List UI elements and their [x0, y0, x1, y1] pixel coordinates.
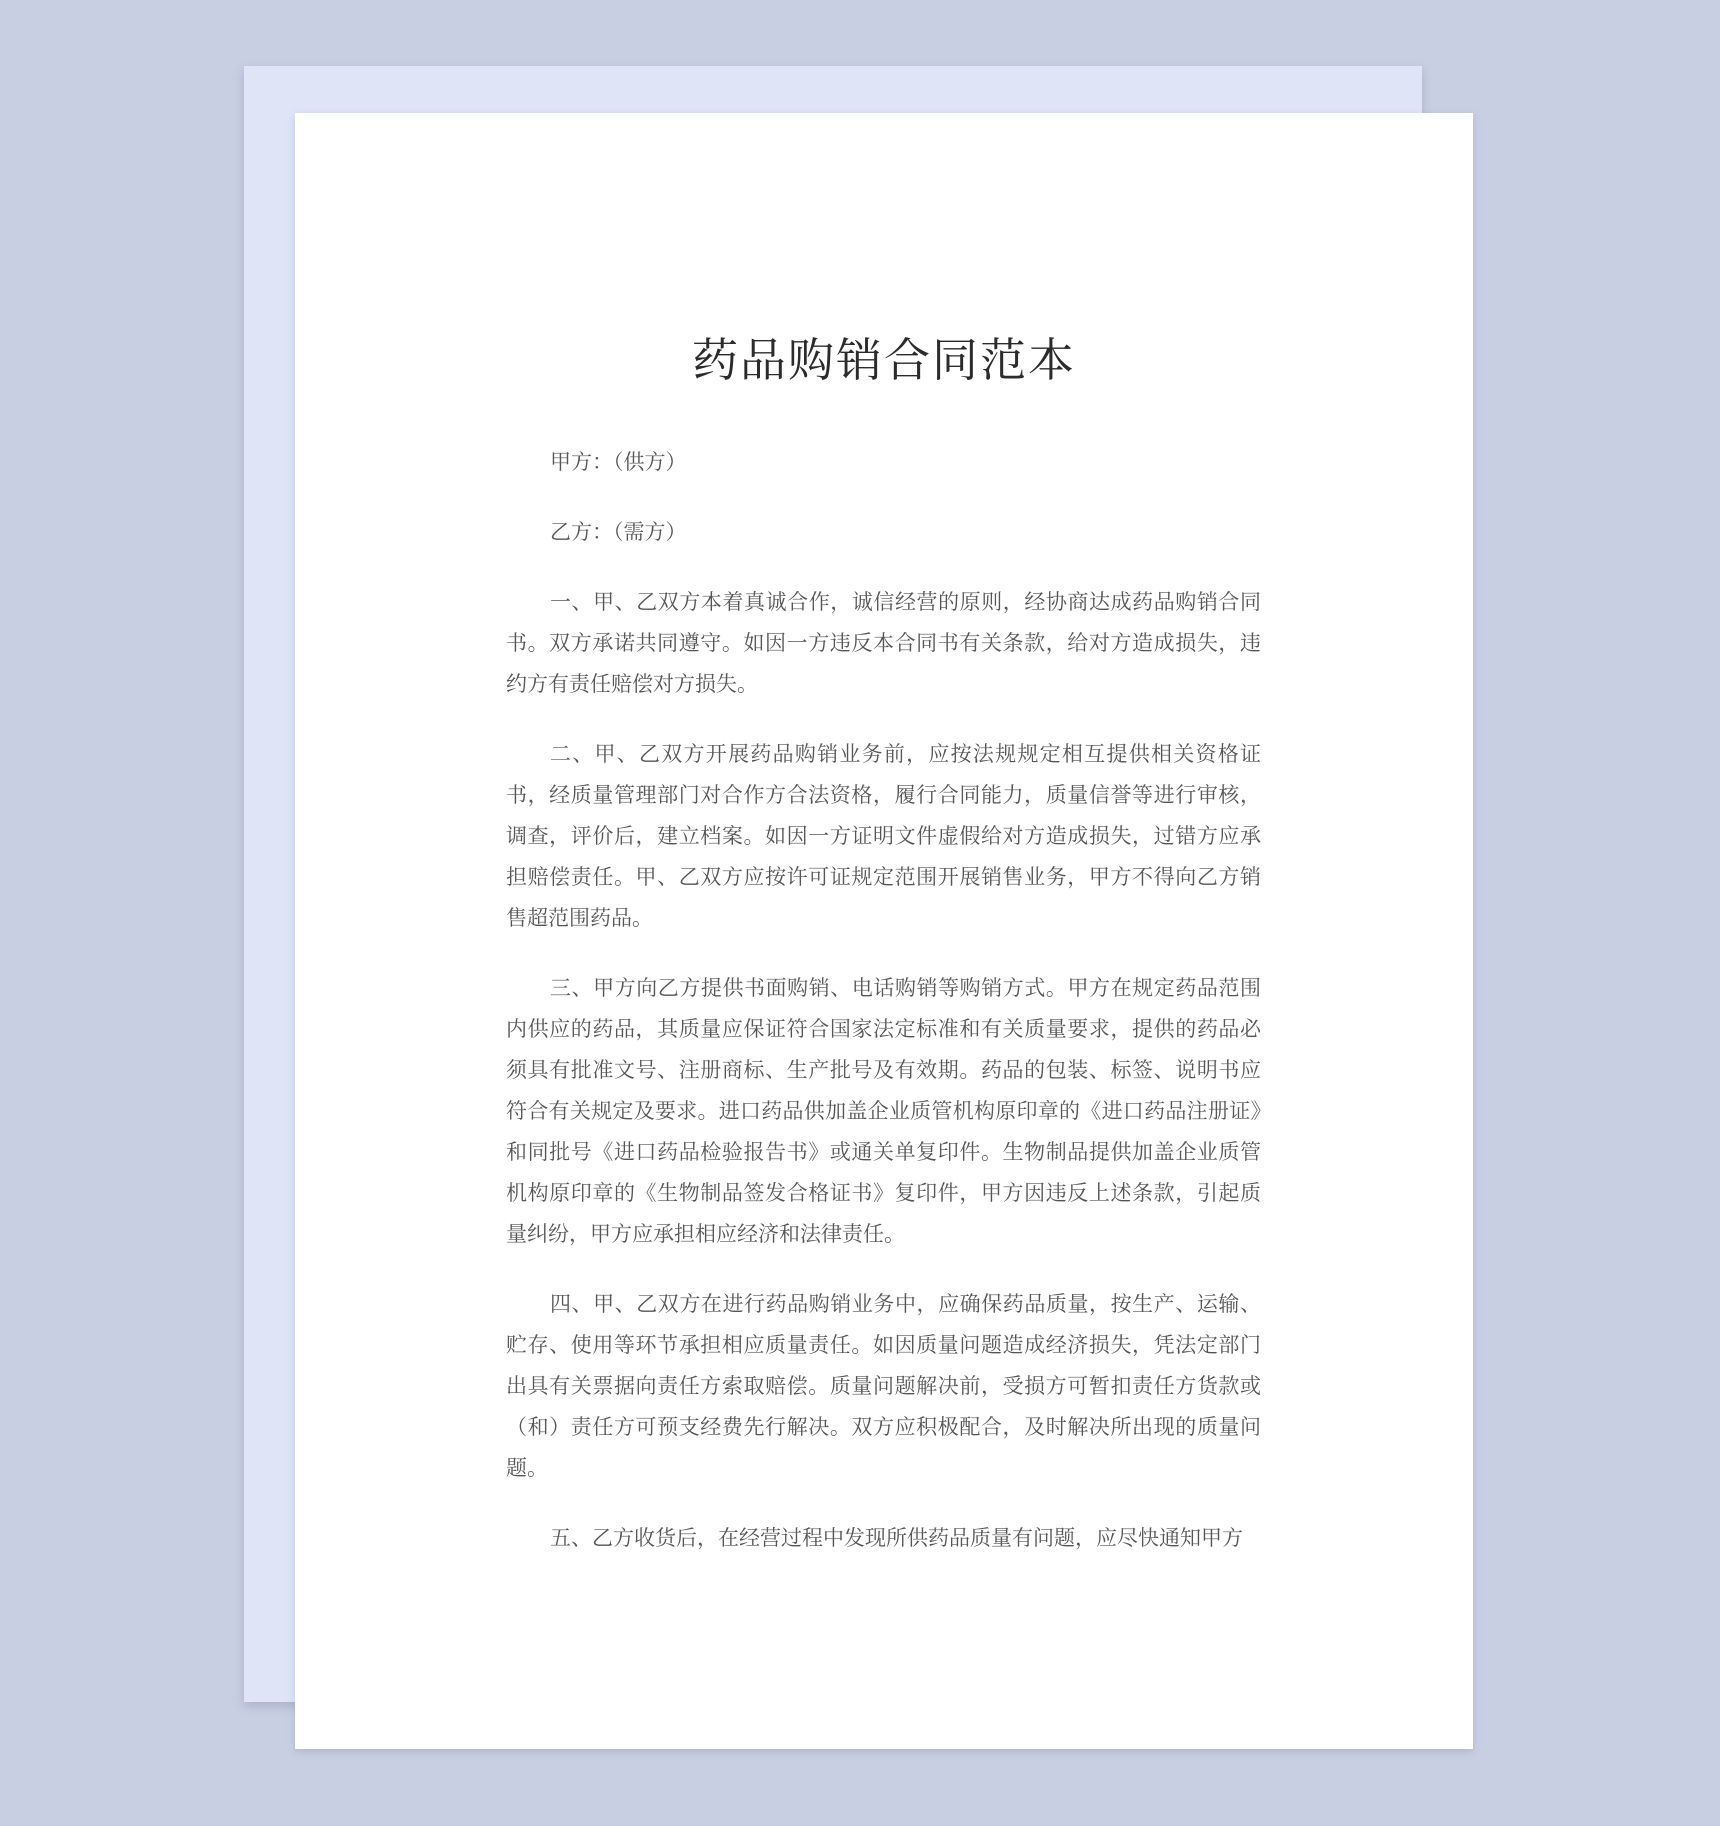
- clause-5: 五、乙方收货后，在经营过程中发现所供药品质量有问题，应尽快通知甲方: [550, 1526, 1243, 1550]
- document-page: [295, 113, 1473, 1749]
- clause-1: 一、甲、乙双方本着真诚合作，诚信经营的原则，经协商达成药品购销合同书。双方承诺共同遵守。如因一方违反本合同书有关条款，给对方造成损失，违约方有责任赔偿对方损失。: [506, 590, 1261, 696]
- document-title: 药品购销合同范本: [692, 333, 1076, 387]
- party-a-line: 甲方：（供方）: [550, 450, 687, 474]
- clause-4: 四、甲、乙双方在进行药品购销业务中，应确保药品质量，按生产、运输、贮存、使用等环节承担相应质量责任。如因质量问题造成经济损失，凭法定部门出具有关票据向责任方索取赔偿。质量问题解决前，受损方可暂扣责任方货款或（和）责任方可预支经费先行解决。双方应积极配合，及时解决所出现的质量问题。: [506, 1292, 1261, 1480]
- party-b-line: 乙方：（需方）: [550, 520, 687, 544]
- clause-2: 二、甲、乙双方开展药品购销业务前，应按法规规定相互提供相关资格证书，经质量管理部门对合作方合法资格，履行合同能力，质量信誉等进行审核，调查，评价后，建立档案。如因一方证明文件虚假给对方造成损失，过错方应承担赔偿责任。甲、乙双方应按许可证规定范围开展销售业务，甲方不得向乙方销售超范围药品。: [506, 742, 1261, 930]
- document-body: [506, 442, 1261, 1588]
- clause-3: 三、甲方向乙方提供书面购销、电话购销等购销方式。甲方在规定药品范围内供应的药品，其质量应保证符合国家法定标准和有关质量要求，提供的药品必须具有批准文号、注册商标、生产批号及有效期。药品的包装、标签、说明书应符合有关规定及要求。进口药品供加盖企业质管机构原印章的《进口药品注册证》和同批号《进口药品检验报告书》或通关单复印件。生物制品提供加盖企业质管机构原印章的《生物制品签发合格证书》复印件，甲方因违反上述条款，引起质量纠纷，甲方应承担相应经济和法律责任。: [506, 976, 1261, 1246]
